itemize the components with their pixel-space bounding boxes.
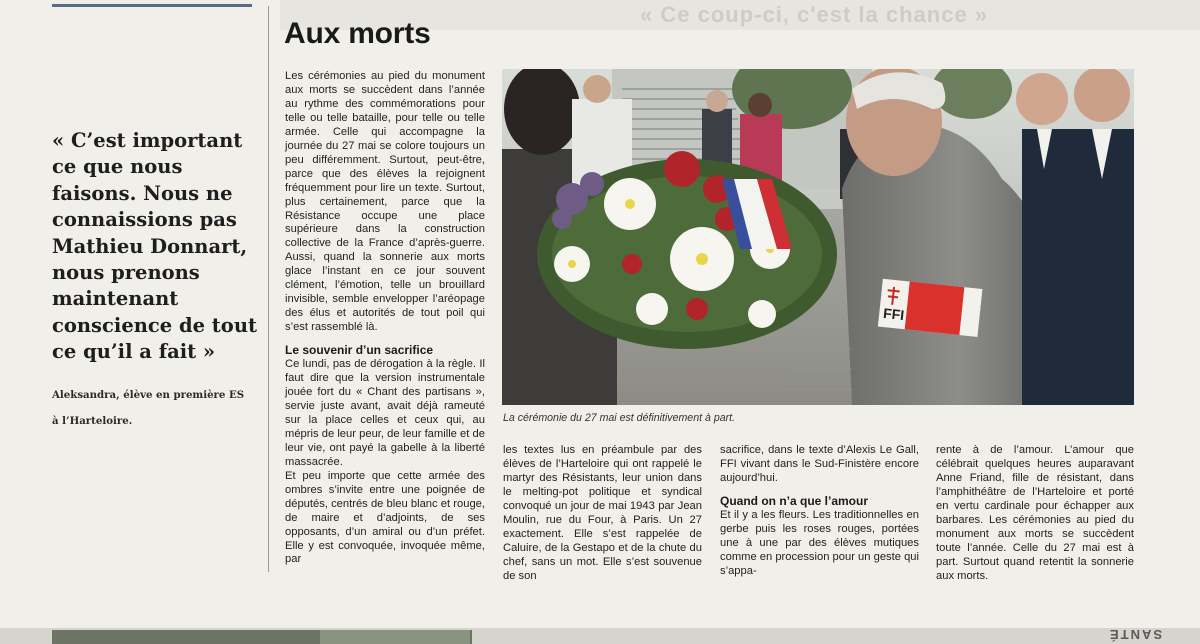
article-column-2 — [503, 444, 702, 584]
article-photo — [502, 69, 1134, 405]
ceremony-photo-image — [502, 69, 1134, 405]
article-paragraph: les textes lus en préambule par des élèves de l’Harteloire qui ont rappelé le martyr des Résistants, leur union dans le melting-pot politique et syndical convoqué un jour de mai 1943 par Jean Moulin, rue du Four, à Paris. Un 27 exactement. Elle s’est rappelée de Caluire, de la Gestapo et de la chute du chef, sans un mot. Elle s’est souvenue de son — [503, 444, 702, 582]
quote-credit-line: Aleksandra, élève en première ES — [52, 389, 245, 401]
article-paragraph: Ce lundi, pas de dérogation à la règle. Il faut dire que la version instrumentale jouée fort du « Chant des partisans », servie juste avant, avait déjà rameuté sur la place celles et ceux qui, au mépris de leur peur, de leur famille et de leur vie, ont payé la gabelle à la liberté massacrée. — [285, 358, 485, 468]
article-column-1 — [285, 70, 485, 567]
bleed-through-text: « Ce coup-ci, c'est la chance » — [640, 2, 989, 27]
next-page-edge — [0, 628, 1200, 644]
column-divider — [268, 6, 269, 572]
article-headline: Aux morts — [284, 17, 431, 50]
article-paragraph: Et peu importe que cette armée des ombres s’invite entre une poignée de députés, centrés de bleu blanc et rouge, de maire et d’adjoints, de ses opposants, d’un amiral ou d’un préfet. Elle y est convoquée, invoquée même, par — [285, 469, 485, 566]
section-heading: Le souvenir d’un sacrifice — [285, 343, 434, 358]
section-heading: Quand on n’a que l’amour — [720, 493, 869, 508]
article-paragraph: sacrifice, dans le texte d’Alexis Le Gall, FFI vivant dans le Sud-Finistère encore aujourd’hui. — [720, 444, 919, 484]
top-rule — [52, 4, 252, 7]
article-column-3 — [720, 444, 919, 579]
section-label: SANTÉ — [1107, 627, 1162, 642]
quote-credit — [52, 382, 257, 434]
pull-quote: « C’est important ce que nous faisons. Nous ne connaissions pas Mathieu Donnart, nous prenons maintenant conscience de tout ce qu’il a fait » — [52, 129, 257, 364]
article-paragraph: Et il y a les fleurs. Les traditionnelles en gerbe puis les roses rouges, portées une à une par des élèves mutiques comme en procession pour un geste qui s’appa- — [720, 508, 920, 577]
quote-credit-line: à l’Harteloire. — [52, 415, 133, 427]
article-paragraph: rente à de l’amour. L’amour que célébrait quelques heures auparavant Anne Friand, fille de résistant, dans l’amphithéâtre de l’Harteloire et porté en vertu cardinale pour échapper aux barbares. Les cérémonies au pied du monument aux morts se succèdent toute l’année. Celle du 27 mai est à part. Surtout quand retentit la sonnerie aux morts. — [936, 444, 1134, 582]
photo-caption: La cérémonie du 27 mai est définitivement à part. — [503, 412, 736, 424]
article-column-4 — [936, 444, 1134, 584]
article-paragraph: Les cérémonies au pied du monument aux morts se succèdent dans l’année au rythme des commémorations pour telle ou telle bataille, pour telle ou telle armée. Celle qui accompagne la journée du 27 mai se colore toujours un peu différemment. Surtout, peut-être, parce que des élèves la rejoignent fréquemment pour lire un texte. Surtout, plus certainement, parce que la Résistance occupe une place supérieure dans la construction collective de la France d’après-guerre. Aussi, quand la sonnerie aux morts glace l’instant en ce jour souvent clément, l’émotion, telle un brouillard invisible, semble envelopper l’aréopage des élus et autorités de tout poil qui s’est rassemblé là. — [285, 70, 485, 334]
armband-label: FFI — [882, 304, 906, 324]
next-page-photo — [320, 630, 470, 644]
